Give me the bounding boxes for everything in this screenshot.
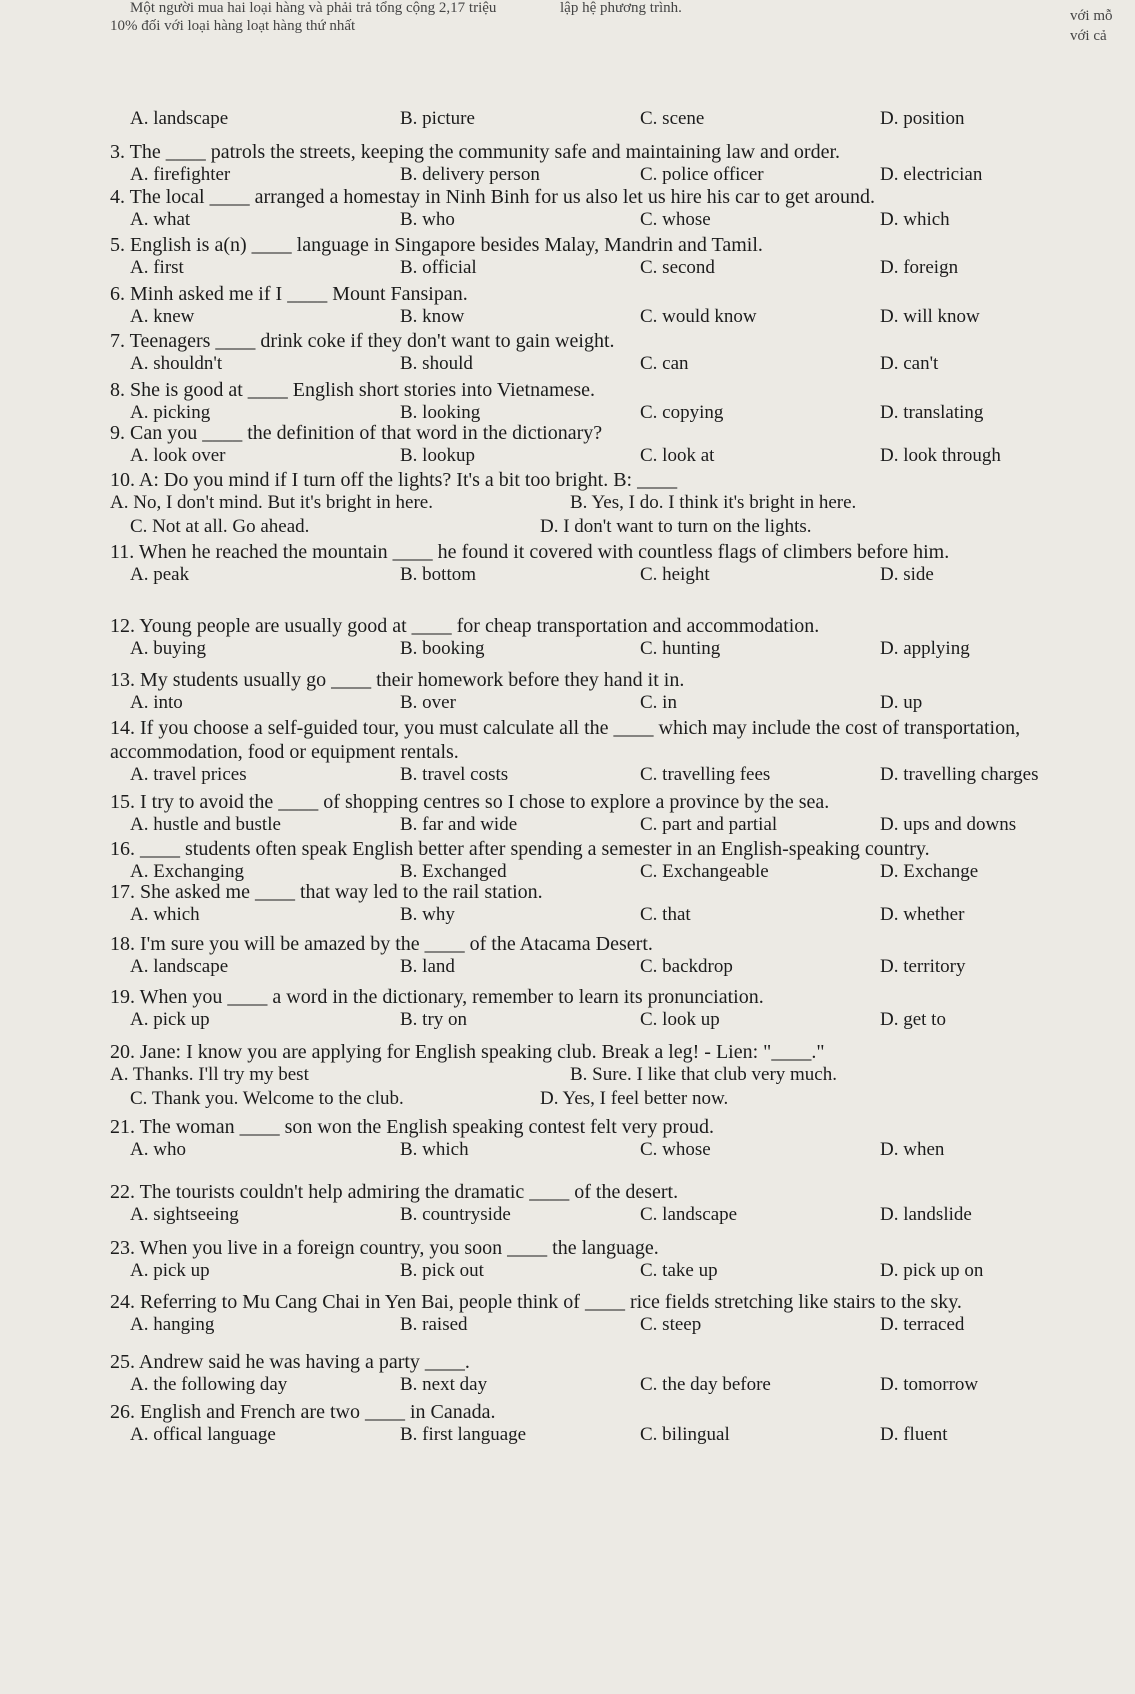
option-a[interactable]: A. the following day (130, 1374, 288, 1395)
question-26 (110, 1400, 1115, 1448)
answer-options (110, 257, 1115, 281)
answer-options (110, 209, 1115, 233)
option-d[interactable]: D. ups and downs (880, 814, 1017, 835)
option-c[interactable]: C. that (640, 904, 691, 925)
answer-options (110, 1260, 1115, 1284)
question-text: ____ students often speak English better after spending a semester in an English-speaking country. (140, 838, 930, 860)
option-d[interactable]: D. Yes, I feel better now. (540, 1088, 729, 1109)
question-number: 22. (110, 1181, 140, 1203)
question-text: She is good at ____ English short stories into Vietnamese. (130, 379, 596, 401)
question-text: I try to avoid the ____ of shopping centres so I chose to explore a province by the sea. (140, 791, 830, 813)
question-text: My students usually go ____ their homework before they hand it in. (140, 669, 685, 691)
question-number: 21. (110, 1116, 140, 1138)
option-b[interactable]: B. raised (400, 1314, 468, 1335)
header-right-1: với mỗ (1070, 8, 1113, 24)
question-16 (110, 837, 1115, 885)
option-b[interactable]: B. lookup (400, 445, 475, 466)
option-d[interactable]: D. get to (880, 1009, 946, 1030)
option-c[interactable]: C. police officer (640, 164, 764, 185)
option-b[interactable]: B. countryside (400, 1204, 511, 1225)
option-c[interactable]: C. height (640, 564, 710, 585)
question-stem (110, 1115, 1115, 1139)
question-text: The woman ____ son won the English speaking contest felt very proud. (139, 1116, 714, 1138)
question-number: 19. (110, 986, 140, 1008)
question-stem (110, 1236, 1115, 1260)
question-stem (110, 668, 1115, 692)
question-stem (110, 880, 1115, 904)
option-d[interactable]: D. up (880, 692, 923, 713)
option-d[interactable]: D. side (880, 564, 934, 585)
option-c[interactable]: C. scene (640, 108, 705, 129)
question-number: 7. (110, 330, 130, 352)
question-text: Jane: I know you are applying for English speaking club. Break a leg! - Lien: "____." (140, 1041, 825, 1063)
question-15 (110, 790, 1115, 838)
question-number: 23. (110, 1237, 140, 1259)
question-text: The ____ patrols the streets, keeping the community safe and maintaining law and order. (129, 141, 841, 163)
question-3 (110, 140, 1115, 188)
question-number: 25. (110, 1351, 139, 1373)
question-25 (110, 1350, 1115, 1398)
header-line-3: lập hệ phương trình. (560, 0, 682, 16)
option-d[interactable]: D. I don't want to turn on the lights. (540, 516, 812, 537)
option-c[interactable]: C. would know (640, 306, 757, 327)
question-13 (110, 668, 1115, 716)
option-b[interactable]: B. pick out (400, 1260, 484, 1281)
option-c[interactable]: C. Exchangeable (640, 861, 769, 882)
option-b[interactable]: B. land (400, 956, 455, 977)
option-b[interactable]: B. booking (400, 638, 485, 659)
option-c[interactable]: C. hunting (640, 638, 721, 659)
question-number: 8. (110, 379, 130, 401)
question-number: 5. (110, 234, 130, 256)
question-stem (110, 140, 1115, 164)
option-c[interactable]: C. second (640, 257, 715, 278)
option-d[interactable]: D. position (880, 108, 965, 129)
option-b[interactable]: B. which (400, 1139, 469, 1160)
option-a[interactable]: A. knew (130, 306, 195, 327)
option-d[interactable]: D. fluent (880, 1424, 948, 1445)
option-a[interactable]: A. hustle and bustle (130, 814, 281, 835)
option-a[interactable]: A. offical language (130, 1424, 276, 1445)
question-stem (110, 837, 1115, 861)
option-d[interactable]: D. terraced (880, 1314, 965, 1335)
question-number: 26. (110, 1401, 140, 1423)
question-number: 14. (110, 717, 140, 739)
option-c[interactable]: C. steep (640, 1314, 702, 1335)
option-c[interactable]: C. Not at all. Go ahead. (130, 516, 310, 537)
question-text: English is a(n) ____ language in Singapore besides Malay, Mandrin and Tamil. (130, 234, 763, 256)
option-a[interactable]: A. buying (130, 638, 206, 659)
question-stem (110, 185, 1115, 209)
option-b[interactable]: B. who (400, 209, 455, 230)
option-b[interactable]: B. first language (400, 1424, 527, 1445)
option-d[interactable]: D. will know (880, 306, 980, 327)
answer-options (110, 492, 1115, 540)
question-text: Andrew said he was having a party ____. (138, 1351, 470, 1373)
option-b[interactable]: B. next day (400, 1374, 488, 1395)
option-a[interactable]: A. who (130, 1139, 186, 1160)
question-6 (110, 282, 1115, 330)
question-stem (110, 985, 1115, 1009)
question-number: 6. (110, 283, 130, 305)
answer-options (110, 956, 1115, 980)
question-text: She asked me ____ that way led to the rail station. (140, 881, 543, 903)
question-stem (110, 329, 1115, 353)
option-c[interactable]: C. Thank you. Welcome to the club. (130, 1088, 404, 1109)
answer-options (110, 638, 1115, 662)
answer-options (110, 353, 1115, 377)
answer-options (110, 1064, 1115, 1112)
option-b[interactable]: B. delivery person (400, 164, 540, 185)
option-b[interactable]: B. bottom (400, 564, 477, 585)
question-17 (110, 880, 1115, 928)
question-text: The local ____ arranged a homestay in Ninh Binh for us also let us hire his car to get around. (129, 186, 876, 208)
question-21 (110, 1115, 1115, 1163)
question-stem (110, 378, 1115, 402)
question-7 (110, 329, 1115, 377)
option-c[interactable]: C. the day before (640, 1374, 771, 1395)
question-20 (110, 1040, 1115, 1112)
option-a[interactable]: A. sightseeing (130, 1204, 239, 1225)
question-23 (110, 1236, 1115, 1284)
question-number: 18. (110, 933, 140, 955)
option-b[interactable]: B. far and wide (400, 814, 518, 835)
option-c[interactable]: C. whose (640, 1139, 711, 1160)
option-c[interactable]: C. whose (640, 209, 711, 230)
option-d[interactable]: D. territory (880, 956, 966, 977)
option-a[interactable]: A. peak (130, 564, 190, 585)
question-text: If you choose a self-guided tour, you must calculate all the ____ which may include the cost of transportation, accommodation, food or equipment rentals. (110, 717, 1021, 763)
answer-options (110, 764, 1115, 788)
answer-options (110, 1424, 1115, 1448)
option-d[interactable]: D. which (880, 209, 950, 230)
question-number: 3. (110, 141, 130, 163)
question-10 (110, 468, 1115, 540)
question-stem (110, 1290, 1115, 1314)
question-text: Can you ____ the definition of that word in the dictionary? (130, 422, 603, 444)
option-d[interactable]: D. Exchange (880, 861, 979, 882)
question-number: 10. (110, 469, 139, 491)
question-text: When you live in a foreign country, you soon ____ the language. (139, 1237, 659, 1259)
option-b[interactable]: B. should (400, 353, 473, 374)
question-22 (110, 1180, 1115, 1228)
header-right-2: với cả (1070, 28, 1107, 44)
option-d[interactable]: D. electrician (880, 164, 983, 185)
question-text: A: Do you mind if I turn off the lights? It's a bit too bright. B: ____ (138, 469, 678, 491)
question-stem (110, 282, 1115, 306)
option-d[interactable]: D. foreign (880, 257, 959, 278)
option-b[interactable]: B. official (400, 257, 477, 278)
question-text: Minh asked me if I ____ Mount Fansipan. (130, 283, 468, 305)
option-c[interactable]: C. in (640, 692, 677, 713)
question-9 (110, 421, 1115, 469)
question-number: 9. (110, 422, 130, 444)
question-11 (110, 540, 1115, 588)
question-stem (110, 540, 1115, 564)
answer-options (110, 814, 1115, 838)
option-d[interactable]: D. when (880, 1139, 945, 1160)
question-24 (110, 1290, 1115, 1338)
option-a[interactable]: A. into (130, 692, 183, 713)
question-number: 20. (110, 1041, 140, 1063)
option-d[interactable]: D. translating (880, 402, 984, 423)
question-stem (110, 1350, 1115, 1374)
question-text: The tourists couldn't help admiring the dramatic ____ of the desert. (139, 1181, 679, 1203)
question-stem (110, 233, 1115, 257)
option-a[interactable]: A. pick up (130, 1260, 210, 1281)
option-d[interactable]: D. tomorrow (880, 1374, 979, 1395)
option-c[interactable]: C. landscape (640, 1204, 738, 1225)
answer-options (110, 1374, 1115, 1398)
option-a[interactable]: A. first (130, 257, 184, 278)
answer-options (110, 1204, 1115, 1228)
question-text: Referring to Mu Cang Chai in Yen Bai, people think of ____ rice fields stretching like stairs to the sky. (140, 1291, 962, 1313)
option-a[interactable]: A. travel prices (130, 764, 247, 785)
option-c[interactable]: C. backdrop (640, 956, 733, 977)
question-number: 15. (110, 791, 140, 813)
question-14 (110, 716, 1115, 788)
option-a[interactable]: A. hanging (130, 1314, 215, 1335)
option-c[interactable]: C. travelling fees (640, 764, 771, 785)
answer-options (110, 904, 1115, 928)
question-18 (110, 932, 1115, 980)
answer-options (110, 1314, 1115, 1338)
option-b[interactable]: B. know (400, 306, 465, 327)
question-stem (110, 1400, 1115, 1424)
question-text: English and French are two ____ in Canada. (140, 1401, 496, 1423)
question-text: When you ____ a word in the dictionary, remember to learn its pronunciation. (139, 986, 764, 1008)
option-b[interactable]: B. Sure. I like that club very much. (570, 1064, 837, 1085)
question-number: 17. (110, 881, 140, 903)
question-number: 12. (110, 615, 140, 637)
question-stem (110, 1040, 1115, 1064)
option-a[interactable]: A. which (130, 904, 200, 925)
option-c[interactable]: C. look up (640, 1009, 720, 1030)
answer-options (110, 692, 1115, 716)
option-d[interactable]: D. can't (880, 353, 939, 374)
header-line-1: Một người mua hai loại hàng và phải trả tổng cộng 2,17 triệu (130, 0, 497, 16)
question-text: Teenagers ____ drink coke if they don't want to gain weight. (129, 330, 615, 352)
answer-options (110, 1009, 1115, 1033)
question-number: 4. (110, 186, 130, 208)
option-a[interactable]: A. firefighter (130, 164, 231, 185)
option-a[interactable]: A. landscape (130, 108, 229, 129)
question-stem (110, 932, 1115, 956)
option-a[interactable]: A. Thanks. I'll try my best (110, 1064, 309, 1085)
question-stem (110, 468, 1115, 492)
option-a[interactable]: A. No, I don't mind. But it's bright in here. (110, 492, 433, 513)
option-a[interactable]: A. landscape (130, 956, 229, 977)
question-stem (110, 716, 1115, 764)
answer-options (110, 445, 1115, 469)
option-d[interactable]: D. landslide (880, 1204, 972, 1225)
question-8 (110, 378, 1115, 426)
question-stem (110, 790, 1115, 814)
question-number: 11. (110, 541, 139, 563)
option-a[interactable]: A. pick up (130, 1009, 210, 1030)
option-c[interactable]: C. copying (640, 402, 724, 423)
option-a[interactable]: A. what (130, 209, 191, 230)
question-stem (110, 1180, 1115, 1204)
option-d[interactable]: D. travelling charges (880, 764, 1039, 785)
option-d[interactable]: D. applying (880, 638, 970, 659)
option-b[interactable]: B. try on (400, 1009, 468, 1030)
question-2 (110, 108, 1115, 132)
option-b[interactable]: B. Yes, I do. I think it's bright in here. (570, 492, 857, 513)
answer-options (110, 1139, 1115, 1163)
option-b[interactable]: B. over (400, 692, 456, 713)
question-19 (110, 985, 1115, 1033)
question-stem (110, 614, 1115, 638)
option-c[interactable]: C. bilingual (640, 1424, 730, 1445)
option-b[interactable]: B. Exchanged (400, 861, 507, 882)
option-b[interactable]: B. travel costs (400, 764, 509, 785)
option-d[interactable]: D. whether (880, 904, 965, 925)
question-stem (110, 421, 1115, 445)
option-c[interactable]: C. look at (640, 445, 715, 466)
answer-options (110, 108, 1115, 132)
question-5 (110, 233, 1115, 281)
question-4 (110, 185, 1115, 233)
option-a[interactable]: A. look over (130, 445, 226, 466)
option-d[interactable]: D. look through (880, 445, 1001, 466)
option-c[interactable]: C. can (640, 353, 689, 374)
question-number: 16. (110, 838, 140, 860)
option-b[interactable]: B. why (400, 904, 455, 925)
option-b[interactable]: B. looking (400, 402, 481, 423)
option-a[interactable]: A. shouldn't (130, 353, 223, 374)
question-12 (110, 614, 1115, 662)
question-text: Young people are usually good at ____ for cheap transportation and accommodation. (139, 615, 820, 637)
option-a[interactable]: A. Exchanging (130, 861, 244, 882)
option-b[interactable]: B. picture (400, 108, 475, 129)
option-d[interactable]: D. pick up on (880, 1260, 984, 1281)
answer-options (110, 564, 1115, 588)
question-number: 13. (110, 669, 140, 691)
option-c[interactable]: C. part and partial (640, 814, 778, 835)
option-a[interactable]: A. picking (130, 402, 211, 423)
question-text: I'm sure you will be amazed by the ____ of the Atacama Desert. (140, 933, 653, 955)
option-c[interactable]: C. take up (640, 1260, 718, 1281)
question-text: When he reached the mountain ____ he found it covered with countless flags of climbers before him. (138, 541, 950, 563)
answer-options (110, 306, 1115, 330)
header-line-2: 10% đối với loại hàng loạt hàng thứ nhất (110, 18, 356, 34)
question-number: 24. (110, 1291, 140, 1313)
